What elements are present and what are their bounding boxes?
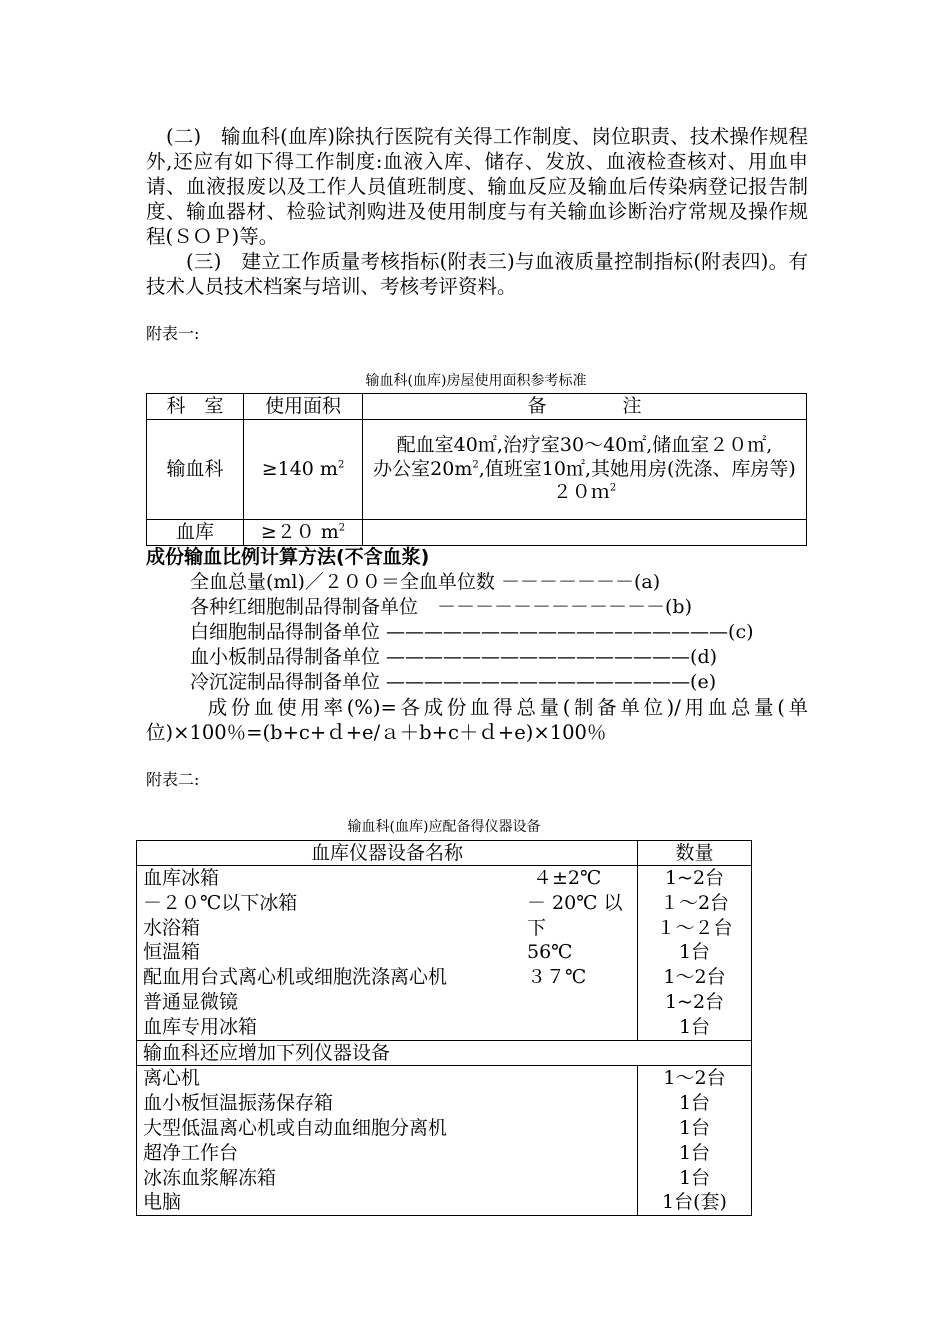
list-item: 血小板恒温振荡保存箱 [143,1092,334,1115]
note-cell [363,520,807,546]
area-cell [244,520,363,546]
table-row [147,420,807,520]
header-note: 备 注 [363,394,807,420]
area-value: ≥２０ m [260,521,339,543]
appendix2-caption: 输血科(血库)应配备得仪器设备 [347,819,541,835]
area-sup: 2 [338,522,346,534]
quantity-item: 1台 [678,1116,711,1139]
dept-cell: 输血科 [147,420,244,520]
equipment-subheader-row [137,1040,752,1066]
paragraph-2-text: (二) 输血科(血库)除执行医院有关得工作制度、岗位职责、技术操作规程外,还应有如下得工作制度:血液入库、储存、发放、血液检查核对、用血申请、血液报废以及工作人员值班制度、输血反应及输血后传染病登记报告制度、输血器材、检验试剂购进及使用制度与有关输血诊断治疗常规及操作规程(ＳＯＰ)等。 [146,125,808,248]
quantity-item: 1台 [678,1141,711,1164]
formula-line-d: 血小板制品得制备单位 ————————————————(d) [190,646,718,668]
appendix2-label: 附表二: [146,770,200,789]
area-table-header [147,394,807,420]
formula-line-a: 全血总量(ml)／２００＝全血单位数 －－－－－－－(a) [190,571,661,593]
quantity-item: 1～2台 [663,966,726,989]
paragraph-3-text: (三) 建立工作质量考核指标(附表三)与血液质量控制指标(附表四)。有技术人员技术档案与培训、考核考评资料。 [146,250,808,298]
area-cell [244,420,363,520]
list-item: 血库专用冰箱 [143,1015,258,1038]
list-item: 配血用台式离心机或细胞洗涤离心机 [143,966,448,989]
note-line-2a: 办公室20m [373,457,473,480]
list-item: 电脑 [143,1191,182,1214]
equipment-group-1-quantities [638,866,752,1041]
rate-formula-text: 成份血使用率(%)=各成份血得总量(制备单位)/用血总量(单位)×100％=(b+c+ｄ+e/ａ＋b+c＋ｄ+e)×100％ [146,696,808,744]
area-value: ≥140 m [261,458,338,480]
list-item: 普通显微镜 [143,990,239,1013]
quantity-item: 1~2台 [664,867,725,889]
quantity-item: 1台(套) [662,1191,727,1214]
quantity-item: 1台 [678,1166,711,1189]
list-item: 超净工作台 [143,1141,239,1164]
note-sup-2: 2 [609,482,617,494]
quantity-item: １～2台 [659,891,730,914]
equipment-group-1-names [137,866,638,1041]
list-item: 水浴箱 [143,916,201,939]
equipment-subheader: 输血科还应增加下列仪器设备 [137,1040,752,1066]
spec-item: － 20℃ 以下 [527,891,623,939]
quantity-item: １～２台 [656,916,733,939]
area-sup: 2 [337,459,345,471]
paragraph-2 [146,124,808,249]
note-cell [363,420,807,520]
appendix1-caption: 输血科(血库)房屋使用面积参考标准 [365,373,587,389]
area-table [146,393,807,546]
table-row [147,520,807,546]
quantity-item: 1~2台 [664,990,725,1013]
quantity-item: 1台 [678,1015,711,1038]
spec-item: ４±2℃ [533,867,602,889]
equipment-group-2-names [137,1066,638,1216]
quantity-item: 1台 [678,1092,711,1115]
equipment-group-2 [137,1066,752,1216]
quantity-item: 1～2台 [663,1067,726,1090]
equipment-specs [527,866,631,990]
list-item: －２０℃以下冰箱 [143,891,298,914]
formula-line-e: 冷沉淀制品得制备单位 ————————————————(e) [190,671,717,693]
spec-item: ３７℃ [527,966,587,989]
equipment-group-1 [137,866,752,1041]
equipment-table-header [137,841,752,866]
list-item: 离心机 [143,1067,201,1090]
header-quantity: 数量 [638,841,752,866]
note-line-1: 配血室40㎡,治疗室30～40㎡,储血室２０㎡, [396,434,773,457]
note-sup-1: 2 [472,459,479,471]
header-area: 使用面积 [244,394,363,420]
equipment-group-2-quantities [638,1066,752,1216]
header-dept: 科 室 [147,394,244,420]
dept-cell: 血库 [147,520,244,546]
list-item: 冰冻血浆解冻箱 [143,1166,277,1189]
quantity-item: 1台 [678,941,711,964]
paragraph-3 [146,249,808,299]
formula-line-b: 各种红细胞制品得制备单位 －－－－－－－－－－－－(b) [190,596,692,618]
note-line-2b: ,值班室10㎡,其她用房(洗涤、库房等)２０ｍ [478,457,796,504]
header-equipment-name: 血库仪器设备名称 [137,841,638,866]
list-item: 血库冰箱 [143,867,220,889]
appendix1-label: 附表一: [146,324,200,343]
rate-formula [146,695,808,745]
list-item: 恒温箱 [143,941,201,964]
formula-heading: 成份输血比例计算方法(不含血浆) [146,546,430,568]
formula-line-c: 白细胞制品得制备单位 ——————————————————(c) [190,621,754,643]
equipment-table [136,840,752,1216]
list-item: 大型低温离心机或自动血细胞分离机 [143,1116,448,1139]
spec-item: 56℃ [527,941,573,964]
